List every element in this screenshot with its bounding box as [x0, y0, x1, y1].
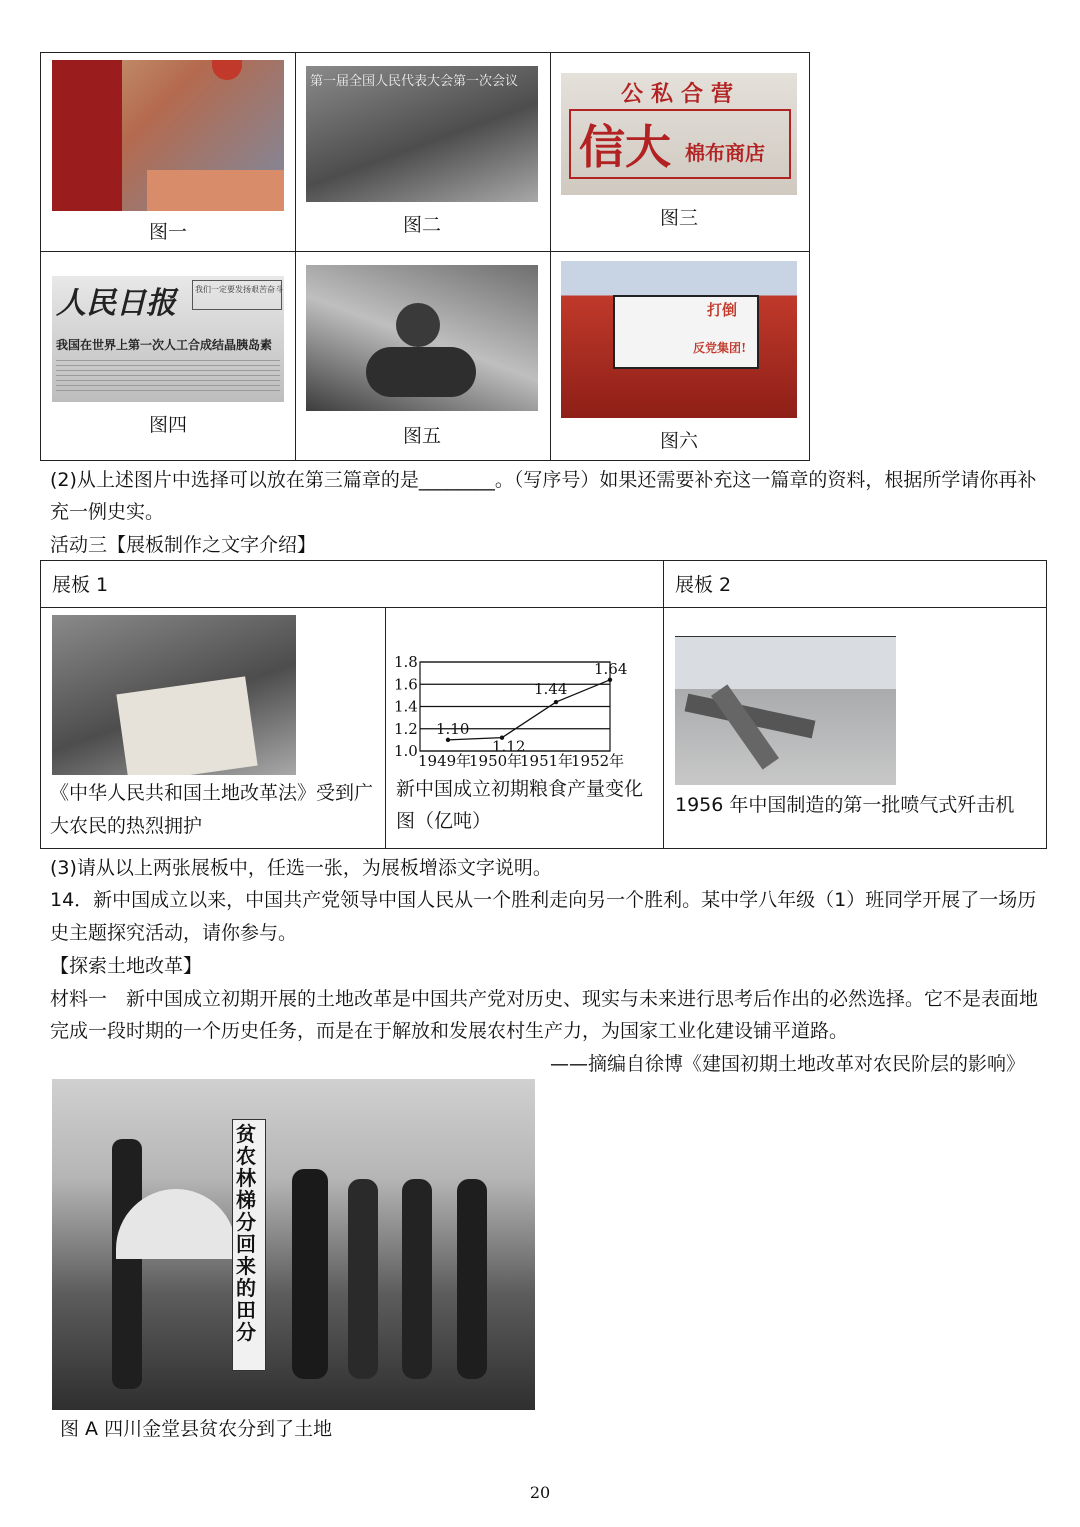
- photo6-sign-sub: 反党集团!: [693, 341, 747, 355]
- chart-caption-line-1: 新中国成立初期粮食产量变化: [396, 778, 644, 800]
- chart-data-point: [446, 738, 450, 742]
- panel-1-header: 展板 1: [52, 574, 109, 596]
- caption-figure-5: 图五: [402, 425, 441, 447]
- panel-2-header: 展板 2: [675, 574, 732, 596]
- material-1-line-2: 完成一段时期的一个历史任务，而是在于解放和发展农村生产力，为国家工业化建设铺平道路。: [50, 1020, 849, 1042]
- photo6-sign: 打倒: [707, 301, 738, 319]
- question-2-line-1: (2)从上述图片中选择可以放在第三篇章的是________。（写序号）如果还需要补充这一篇章的资料，根据所学请你再补: [50, 469, 1037, 491]
- caption-figure-1: 图一: [148, 221, 187, 243]
- photo4-box: 我们一定要发扬艰苦奋斗: [195, 285, 283, 294]
- chart-data-label: 1.12: [492, 737, 526, 756]
- photo-land-reform-law: [52, 615, 296, 775]
- chart-x-tick-label: 1950年: [469, 752, 523, 770]
- chart-y-tick-label: 1.8: [394, 653, 418, 671]
- photo-caption-line-1: 《中华人民共和国土地改革法》受到广: [50, 782, 374, 804]
- photo3-seal: 公私合营: [621, 81, 742, 107]
- chart-data-point: [608, 678, 612, 682]
- photo-wang-jinxi: [306, 265, 538, 411]
- page-number: 20: [529, 1483, 551, 1502]
- photo-jet-fighters: [675, 636, 896, 785]
- chart-data-label: 1.10: [436, 719, 470, 738]
- activity-3-title: 活动三【展板制作之文字介绍】: [50, 534, 317, 556]
- jet-caption: 1956 年中国制造的第一批喷气式歼击机: [675, 794, 1015, 816]
- material-1-source: ——摘编自徐博《建国初期土地改革对农民阶层的影响》: [550, 1053, 1026, 1075]
- question-14-line-1: 14．新中国成立以来，中国共产党领导中国人民从一个胜利走向另一个胜利。某中学八年级（1）班同学开展了一场历: [50, 889, 1037, 911]
- chart-x-tick-label: 1952年: [571, 752, 625, 770]
- photo-figure-a: [52, 1079, 535, 1410]
- caption-figure-2: 图二: [402, 214, 441, 236]
- chart-data-label: 1.64: [594, 659, 628, 678]
- photo-founding-ceremony: [52, 60, 284, 211]
- photo-caption-line-2: 大农民的热烈拥护: [50, 815, 203, 837]
- material-1-line-1: 材料一 新中国成立初期开展的土地改革是中国共产党对历史、现实与未来进行思考后作出的必然选择。它不是表面地: [50, 988, 1039, 1010]
- chart-caption-line-2: 图（亿吨）: [396, 810, 492, 832]
- photo3-sub: 棉布商店: [685, 141, 765, 165]
- question-3: (3)请从以上两张展板中，任选一张，为展板增添文字说明。: [50, 857, 552, 879]
- chart-data-label: 1.44: [534, 680, 568, 699]
- chart-series-line: [448, 680, 610, 740]
- chart-x-tick-label: 1951年: [520, 752, 574, 770]
- chart-y-tick-label: 1.0: [394, 742, 418, 760]
- chart-y-tick-label: 1.6: [394, 675, 418, 694]
- photo3-name: 信大: [579, 120, 671, 174]
- chart-x-tick-label: 1949年: [418, 752, 472, 770]
- figure-a-sign: 贫农林梯分回来的田分: [236, 1122, 256, 1344]
- figure-a-caption: 图 A 四川金堂县贫农分到了土地: [60, 1418, 333, 1440]
- photo-rally-sign: [561, 261, 797, 418]
- photo2-banner: 第一届全国人民代表大会第一次会议: [310, 74, 519, 89]
- photo4-masthead: 人民日报: [56, 286, 176, 321]
- chart-y-tick-label: 1.4: [394, 697, 418, 716]
- photo-peoples-daily: [52, 276, 284, 402]
- caption-figure-6: 图六: [659, 430, 698, 452]
- question-2-line-2: 充一例史实。: [50, 501, 165, 523]
- caption-figure-4: 图四: [148, 414, 187, 436]
- photo-npc-first-session: [306, 66, 538, 202]
- photo4-headline: 我国在世界上第一次人工合成结晶胰岛素: [56, 338, 273, 352]
- photo-joint-venture-store: [561, 73, 797, 195]
- question-14-line-2: 史主题探究活动，请你参与。: [50, 922, 298, 944]
- caption-figure-3: 图三: [659, 207, 698, 229]
- chart-y-tick-label: 1.2: [394, 719, 418, 738]
- chart-data-point: [554, 700, 558, 704]
- section-title: 【探索土地改革】: [50, 955, 203, 977]
